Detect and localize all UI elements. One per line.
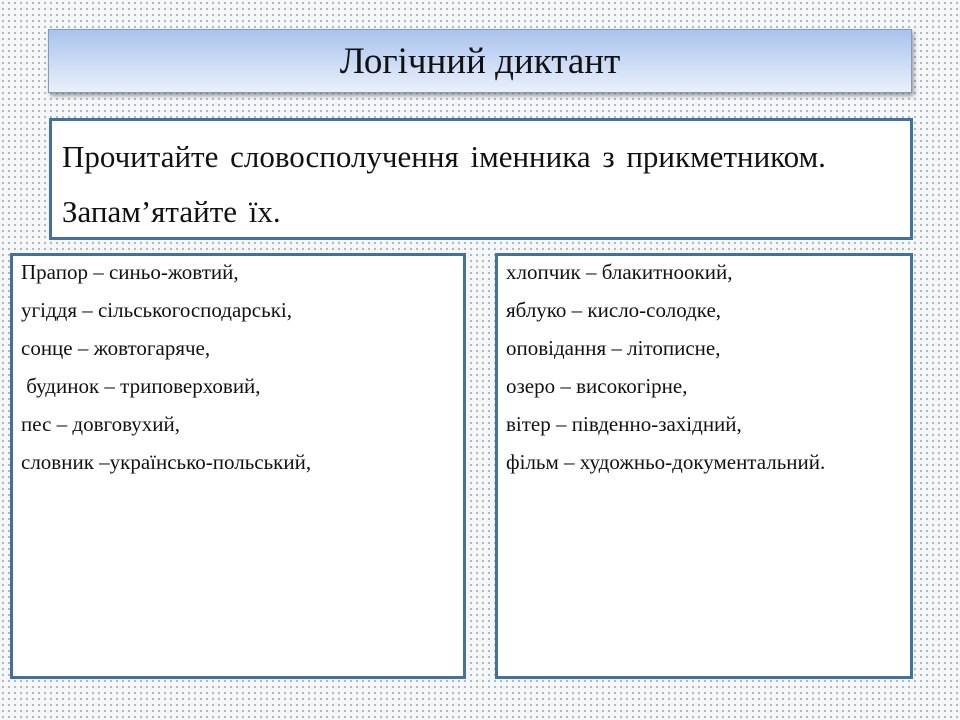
title-banner: [48, 29, 912, 93]
word-pair: пес – довговухий,: [21, 412, 181, 436]
left-word-box: [10, 253, 466, 679]
word-pair: хлопчик – блакитноокий,: [506, 260, 733, 284]
left-word-list: [21, 260, 455, 475]
right-word-box: [495, 253, 913, 679]
instruction-box: [49, 118, 913, 240]
word-pair: угіддя – сільськогосподарські,: [21, 298, 292, 322]
word-pair: яблуко – кисло-солодке,: [506, 298, 722, 322]
word-pair: будинок – триповерховий,: [21, 374, 261, 398]
right-word-list: [506, 260, 902, 475]
instruction-text: Прочитайте словосполучення іменника з прикметником. Запам’ятайте їх.: [62, 139, 826, 229]
word-pair: озеро – високогірне,: [506, 374, 688, 398]
word-pair: фільм – художньо-документальний.: [506, 450, 826, 474]
word-pair: словник –українсько-польський,: [21, 450, 312, 474]
word-pair: Прапор – синьо-жовтий,: [21, 260, 239, 284]
slide-title: Логічний диктант: [339, 40, 621, 82]
word-pair: сонце – жовтогаряче,: [21, 336, 211, 360]
word-pair: вітер – південно-західний,: [506, 412, 742, 436]
word-pair: оповідання – літописне,: [506, 336, 721, 360]
